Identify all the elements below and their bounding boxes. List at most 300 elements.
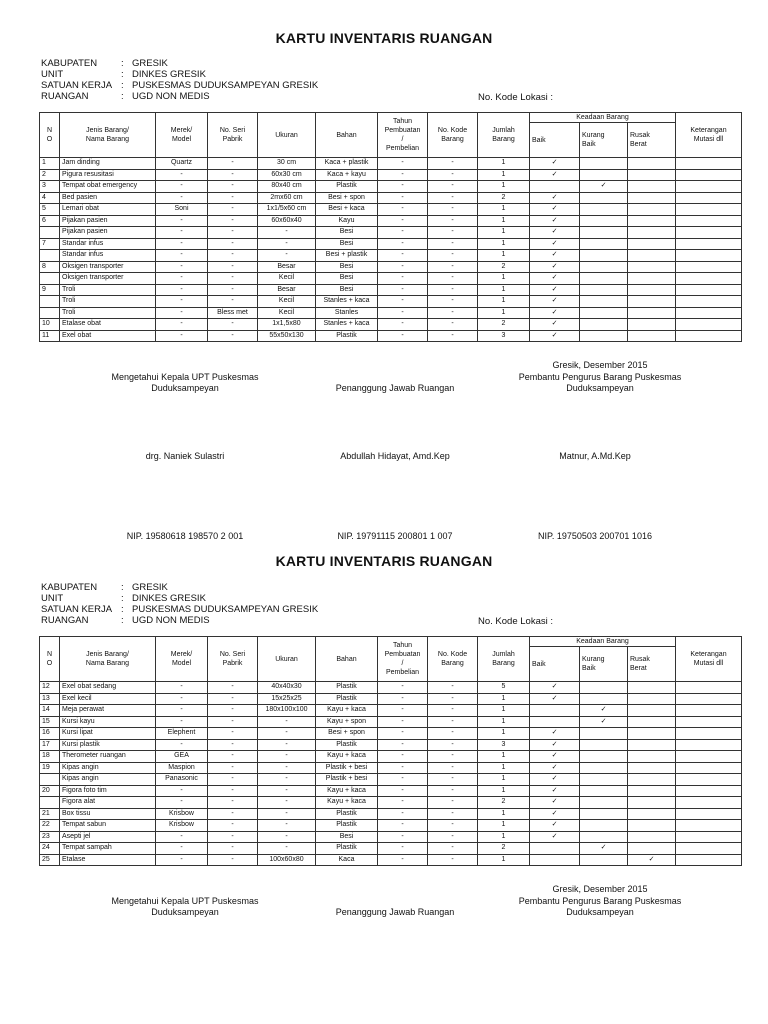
cell-merek: - xyxy=(156,284,208,296)
cell-jumlah: 2 xyxy=(478,192,530,204)
column-header-seri: No. Seri Pabrik xyxy=(208,113,258,158)
table-row xyxy=(40,238,742,250)
table-row xyxy=(40,204,742,216)
cell-ukuran: Kecil xyxy=(258,307,316,319)
header-kabupaten xyxy=(41,582,318,593)
column-header-jumlah: Jumlah Barang xyxy=(478,637,530,682)
cell-bahan: Plastik xyxy=(316,693,378,705)
inventory-table-2 xyxy=(39,636,742,866)
cell-no: 11 xyxy=(40,330,60,342)
table-row xyxy=(40,215,742,227)
column-header-kode: No. Kode Barang xyxy=(428,637,478,682)
cell-merek: - xyxy=(156,739,208,751)
cell-ukuran: - xyxy=(258,820,316,832)
cell-kurang xyxy=(580,227,628,239)
header-colon: : xyxy=(121,69,124,80)
cell-baik xyxy=(530,739,580,751)
cell-tahun: - xyxy=(378,762,428,774)
cell-bahan: Stanles + kaca xyxy=(316,319,378,331)
cell-kurang xyxy=(580,762,628,774)
cell-kurang xyxy=(580,261,628,273)
card-1-right-title: Pembantu Pengurus Barang Puskesmas Duduksampeyan xyxy=(518,372,682,393)
header-key: KABUPATEN xyxy=(41,582,98,593)
check-mark-icon: ✓ xyxy=(551,320,558,328)
header-colon: : xyxy=(121,615,124,626)
cell-kurang xyxy=(580,854,628,866)
cell-kode: - xyxy=(428,762,478,774)
cell-baik xyxy=(530,307,580,319)
cell-rusak xyxy=(628,330,676,342)
cell-keterangan xyxy=(676,296,742,308)
cell-kode: - xyxy=(428,797,478,809)
cell-baik xyxy=(530,785,580,797)
cell-kode: - xyxy=(428,785,478,797)
cell-ukuran: 55x50x130 xyxy=(258,330,316,342)
cell-baik xyxy=(530,319,580,331)
cell-ukuran: Kecil xyxy=(258,273,316,285)
column-header-jenis: Jenis Barang/ Nama Barang xyxy=(60,113,156,158)
cell-jumlah: 1 xyxy=(478,296,530,308)
cell-kode: - xyxy=(428,820,478,832)
column-header-no: N O xyxy=(40,113,60,158)
cell-no: 2 xyxy=(40,169,60,181)
cell-keterangan xyxy=(676,169,742,181)
table-row xyxy=(40,307,742,319)
cell-jumlah: 1 xyxy=(478,693,530,705)
cell-seri: - xyxy=(208,330,258,342)
cell-bahan: Kayu + spon xyxy=(316,716,378,728)
cell-keterangan xyxy=(676,682,742,694)
cell-rusak xyxy=(628,739,676,751)
cell-bahan: Kaca xyxy=(316,854,378,866)
cell-seri: - xyxy=(208,751,258,763)
card-2-title: KARTU INVENTARIS RUANGAN xyxy=(275,553,493,569)
cell-bahan: Besi xyxy=(316,238,378,250)
cell-bahan: Besi xyxy=(316,273,378,285)
table-row xyxy=(40,330,742,342)
check-mark-icon: ✓ xyxy=(551,763,558,771)
cell-no: 10 xyxy=(40,319,60,331)
cell-rusak xyxy=(628,273,676,285)
cell-tahun: - xyxy=(378,204,428,216)
card-1-header xyxy=(41,58,318,102)
cell-no: 17 xyxy=(40,739,60,751)
card-1-left-title: Mengetahui Kepala UPT Puskesmas Duduksampeyan xyxy=(111,372,259,393)
header-key: RUANGAN xyxy=(41,91,89,102)
cell-keterangan xyxy=(676,831,742,843)
cell-keterangan xyxy=(676,843,742,855)
header-row xyxy=(40,637,742,647)
cell-rusak xyxy=(628,820,676,832)
cell-kurang xyxy=(580,215,628,227)
cell-jenis-barang: Therometer ruangan xyxy=(60,751,156,763)
cell-merek: - xyxy=(156,693,208,705)
cell-seri: - xyxy=(208,284,258,296)
cell-tahun: - xyxy=(378,774,428,786)
cell-no xyxy=(40,227,60,239)
header-colon: : xyxy=(121,593,124,604)
cell-bahan: Besi + plastik xyxy=(316,250,378,262)
cell-kurang xyxy=(580,158,628,170)
card-1-right-name: Matnur, A.Md.Kep xyxy=(559,451,631,461)
cell-ukuran: - xyxy=(258,774,316,786)
cell-jenis-barang: Kursi plastik xyxy=(60,739,156,751)
cell-bahan: Plastik xyxy=(316,739,378,751)
cell-keterangan xyxy=(676,330,742,342)
cell-keterangan xyxy=(676,705,742,717)
cell-ukuran: 40x40x30 xyxy=(258,682,316,694)
cell-jenis-barang: Standar infus xyxy=(60,250,156,262)
cell-ukuran: - xyxy=(258,785,316,797)
cell-no: 9 xyxy=(40,284,60,296)
cell-tahun: - xyxy=(378,785,428,797)
cell-kurang xyxy=(580,774,628,786)
cell-baik xyxy=(530,273,580,285)
cell-tahun: - xyxy=(378,227,428,239)
check-mark-icon: ✓ xyxy=(551,274,558,282)
cell-ukuran: - xyxy=(258,808,316,820)
cell-keterangan xyxy=(676,854,742,866)
card-1-title: KARTU INVENTARIS RUANGAN xyxy=(275,30,493,46)
cell-kode: - xyxy=(428,319,478,331)
cell-tahun: - xyxy=(378,273,428,285)
column-header-baik: Baik xyxy=(530,647,580,682)
cell-seri: - xyxy=(208,169,258,181)
cell-jumlah: 1 xyxy=(478,728,530,740)
cell-ukuran: Besar xyxy=(258,284,316,296)
cell-tahun: - xyxy=(378,682,428,694)
cell-baik xyxy=(530,296,580,308)
cell-kurang xyxy=(580,843,628,855)
cell-no: 1 xyxy=(40,158,60,170)
column-header-ukuran: Ukuran xyxy=(258,113,316,158)
cell-bahan: Plastik xyxy=(316,820,378,832)
table-row xyxy=(40,227,742,239)
header-unit xyxy=(41,69,318,80)
cell-merek: Krisbow xyxy=(156,820,208,832)
table-row xyxy=(40,261,742,273)
cell-merek: - xyxy=(156,169,208,181)
column-header-keadaan: Keadaan Barang xyxy=(530,637,676,647)
cell-jenis-barang: Oksigen transporter xyxy=(60,273,156,285)
cell-baik xyxy=(530,284,580,296)
cell-seri: - xyxy=(208,854,258,866)
cell-ukuran: - xyxy=(258,238,316,250)
cell-seri: - xyxy=(208,227,258,239)
cell-keterangan xyxy=(676,808,742,820)
cell-bahan: Plastik xyxy=(316,843,378,855)
column-header-jumlah: Jumlah Barang xyxy=(478,113,530,158)
cell-jenis-barang: Exel obat xyxy=(60,330,156,342)
cell-seri: - xyxy=(208,728,258,740)
cell-no: 22 xyxy=(40,820,60,832)
cell-kurang xyxy=(580,751,628,763)
cell-tahun: - xyxy=(378,728,428,740)
cell-no: 3 xyxy=(40,181,60,193)
cell-rusak xyxy=(628,319,676,331)
cell-baik xyxy=(530,705,580,717)
cell-keterangan xyxy=(676,307,742,319)
cell-rusak xyxy=(628,215,676,227)
header-colon: : xyxy=(121,58,124,69)
table-row xyxy=(40,682,742,694)
check-mark-icon: ✓ xyxy=(551,740,558,748)
table-row xyxy=(40,728,742,740)
cell-seri: Bless met xyxy=(208,307,258,319)
cell-tahun: - xyxy=(378,181,428,193)
cell-kode: - xyxy=(428,261,478,273)
check-mark-icon: ✓ xyxy=(551,683,558,691)
cell-ukuran: - xyxy=(258,227,316,239)
cell-no: 25 xyxy=(40,854,60,866)
cell-keterangan xyxy=(676,797,742,809)
cell-jumlah: 1 xyxy=(478,762,530,774)
header-colon: : xyxy=(121,604,124,615)
cell-keterangan xyxy=(676,273,742,285)
cell-jumlah: 2 xyxy=(478,261,530,273)
cell-ukuran: - xyxy=(258,751,316,763)
card-1-middle-nip: NIP. 19791115 200801 1 007 xyxy=(337,531,453,541)
cell-keterangan xyxy=(676,181,742,193)
cell-merek: - xyxy=(156,330,208,342)
cell-rusak xyxy=(628,238,676,250)
cell-jenis-barang: Jam dinding xyxy=(60,158,156,170)
cell-jumlah: 1 xyxy=(478,273,530,285)
table-row xyxy=(40,169,742,181)
cell-keterangan xyxy=(676,204,742,216)
header-satuan-kerja xyxy=(41,604,318,615)
card-2-date-line: Gresik, Desember 2015 xyxy=(552,884,648,894)
cell-jenis-barang: Kipas angin xyxy=(60,774,156,786)
check-mark-icon: ✓ xyxy=(551,170,558,178)
cell-tahun: - xyxy=(378,797,428,809)
cell-jenis-barang: Kursi lipat xyxy=(60,728,156,740)
cell-kode: - xyxy=(428,808,478,820)
cell-kurang xyxy=(580,296,628,308)
cell-jumlah: 2 xyxy=(478,843,530,855)
cell-ukuran: 30 cm xyxy=(258,158,316,170)
cell-kurang xyxy=(580,330,628,342)
cell-seri: - xyxy=(208,261,258,273)
cell-baik xyxy=(530,158,580,170)
cell-merek: Soni xyxy=(156,204,208,216)
table-row xyxy=(40,820,742,832)
cell-merek: - xyxy=(156,785,208,797)
cell-kode: - xyxy=(428,215,478,227)
cell-no: 18 xyxy=(40,751,60,763)
cell-jumlah: 1 xyxy=(478,705,530,717)
cell-jumlah: 1 xyxy=(478,284,530,296)
header-key: UNIT xyxy=(41,593,64,604)
cell-bahan: Plastik + besi xyxy=(316,774,378,786)
column-header-rusak: Rusak Berat xyxy=(628,123,676,158)
cell-kurang xyxy=(580,831,628,843)
cell-rusak xyxy=(628,296,676,308)
cell-ukuran: 1x1/5x60 cm xyxy=(258,204,316,216)
card-1-middle-title: Penanggung Jawab Ruangan xyxy=(335,383,455,393)
cell-rusak xyxy=(628,250,676,262)
cell-kurang xyxy=(580,273,628,285)
cell-bahan: Stanles xyxy=(316,307,378,319)
cell-tahun: - xyxy=(378,319,428,331)
cell-merek: - xyxy=(156,705,208,717)
cell-baik xyxy=(530,330,580,342)
card-1-date-line: Gresik, Desember 2015 xyxy=(552,360,648,370)
cell-jenis-barang: Figora alat xyxy=(60,797,156,809)
cell-keterangan xyxy=(676,192,742,204)
cell-seri: - xyxy=(208,238,258,250)
cell-tahun: - xyxy=(378,307,428,319)
table-row xyxy=(40,762,742,774)
cell-ukuran: 60x30 cm xyxy=(258,169,316,181)
cell-no: 19 xyxy=(40,762,60,774)
cell-kode: - xyxy=(428,238,478,250)
cell-seri: - xyxy=(208,158,258,170)
cell-no: 13 xyxy=(40,693,60,705)
cell-ukuran: - xyxy=(258,250,316,262)
column-header-bahan: Bahan xyxy=(316,113,378,158)
cell-ukuran: 60x60x40 xyxy=(258,215,316,227)
cell-rusak xyxy=(628,261,676,273)
column-header-merek: Merek/ Model xyxy=(156,637,208,682)
cell-merek: - xyxy=(156,296,208,308)
check-mark-icon: ✓ xyxy=(551,694,558,702)
cell-seri: - xyxy=(208,682,258,694)
cell-kode: - xyxy=(428,250,478,262)
check-mark-icon: ✓ xyxy=(551,752,558,760)
cell-tahun: - xyxy=(378,843,428,855)
table-row xyxy=(40,250,742,262)
cell-baik xyxy=(530,204,580,216)
cell-bahan: Kayu + kaca xyxy=(316,751,378,763)
cell-kode: - xyxy=(428,728,478,740)
cell-ukuran: 180x100x100 xyxy=(258,705,316,717)
check-mark-icon: ✓ xyxy=(600,717,607,725)
cell-kurang xyxy=(580,169,628,181)
cell-baik xyxy=(530,854,580,866)
cell-bahan: Plastik xyxy=(316,808,378,820)
cell-jumlah: 1 xyxy=(478,785,530,797)
cell-kode: - xyxy=(428,227,478,239)
card-2-right-title: Pembantu Pengurus Barang Puskesmas Duduksampeyan xyxy=(518,896,682,917)
table-row xyxy=(40,831,742,843)
header-value: PUSKESMAS DUDUKSAMPEYAN GRESIK xyxy=(132,604,319,615)
cell-rusak xyxy=(628,762,676,774)
cell-jumlah: 1 xyxy=(478,238,530,250)
check-mark-icon: ✓ xyxy=(551,251,558,259)
cell-ukuran: - xyxy=(258,716,316,728)
cell-no: 24 xyxy=(40,843,60,855)
cell-kurang xyxy=(580,250,628,262)
header-value: UGD NON MEDIS xyxy=(132,91,210,102)
cell-no: 12 xyxy=(40,682,60,694)
cell-jenis-barang: Troli xyxy=(60,284,156,296)
table-row xyxy=(40,192,742,204)
cell-rusak xyxy=(628,284,676,296)
cell-keterangan xyxy=(676,716,742,728)
card-1-left-nip: NIP. 19580618 198570 2 001 xyxy=(126,531,244,541)
cell-merek: - xyxy=(156,273,208,285)
check-mark-icon: ✓ xyxy=(551,729,558,737)
cell-rusak xyxy=(628,682,676,694)
cell-ukuran: Besar xyxy=(258,261,316,273)
cell-baik xyxy=(530,693,580,705)
cell-jumlah: 2 xyxy=(478,797,530,809)
card-1-middle-name: Abdullah Hidayat, Amd.Kep xyxy=(340,451,450,461)
inventory-table-1 xyxy=(39,112,742,342)
cell-baik xyxy=(530,831,580,843)
cell-kode: - xyxy=(428,307,478,319)
cell-seri: - xyxy=(208,808,258,820)
cell-ukuran: - xyxy=(258,843,316,855)
header-key: SATUAN KERJA xyxy=(41,604,113,615)
cell-ukuran: - xyxy=(258,739,316,751)
cell-no: 4 xyxy=(40,192,60,204)
cell-baik xyxy=(530,808,580,820)
column-header-baik: Baik xyxy=(530,123,580,158)
cell-no: 15 xyxy=(40,716,60,728)
cell-no xyxy=(40,296,60,308)
cell-keterangan xyxy=(676,785,742,797)
check-mark-icon: ✓ xyxy=(551,239,558,247)
column-header-merek: Merek/ Model xyxy=(156,113,208,158)
cell-bahan: Kayu + kaca xyxy=(316,785,378,797)
cell-tahun: - xyxy=(378,751,428,763)
table-row xyxy=(40,785,742,797)
cell-tahun: - xyxy=(378,808,428,820)
cell-keterangan xyxy=(676,158,742,170)
cell-rusak xyxy=(628,181,676,193)
check-mark-icon: ✓ xyxy=(600,182,607,190)
header-colon: : xyxy=(121,80,124,91)
cell-kurang xyxy=(580,319,628,331)
cell-baik xyxy=(530,797,580,809)
cell-no: 7 xyxy=(40,238,60,250)
column-header-keterangan: Keterangan Mutasi dll xyxy=(676,113,742,158)
cell-rusak xyxy=(628,831,676,843)
cell-jenis-barang: Troli xyxy=(60,296,156,308)
cell-bahan: Besi + spon xyxy=(316,728,378,740)
cell-merek: - xyxy=(156,682,208,694)
cell-rusak xyxy=(628,785,676,797)
header-kabupaten xyxy=(41,58,318,69)
cell-no: 23 xyxy=(40,831,60,843)
cell-rusak xyxy=(628,158,676,170)
cell-baik xyxy=(530,238,580,250)
table-row xyxy=(40,716,742,728)
cell-no: 6 xyxy=(40,215,60,227)
column-header-bahan: Bahan xyxy=(316,637,378,682)
cell-baik xyxy=(530,843,580,855)
cell-kurang xyxy=(580,682,628,694)
cell-tahun: - xyxy=(378,250,428,262)
cell-seri: - xyxy=(208,181,258,193)
cell-kode: - xyxy=(428,296,478,308)
check-mark-icon: ✓ xyxy=(551,262,558,270)
cell-jumlah: 1 xyxy=(478,158,530,170)
cell-no xyxy=(40,307,60,319)
cell-kurang xyxy=(580,785,628,797)
cell-rusak xyxy=(628,716,676,728)
cell-tahun: - xyxy=(378,716,428,728)
cell-no: 14 xyxy=(40,705,60,717)
header-value: GRESIK xyxy=(132,58,168,69)
card-1-kode-lokasi: No. Kode Lokasi : xyxy=(478,92,553,103)
column-header-kurang: Kurang Baik xyxy=(580,647,628,682)
cell-jenis-barang: Exel kecil xyxy=(60,693,156,705)
card-2-kode-lokasi: No. Kode Lokasi : xyxy=(478,616,553,627)
cell-jumlah: 1 xyxy=(478,716,530,728)
